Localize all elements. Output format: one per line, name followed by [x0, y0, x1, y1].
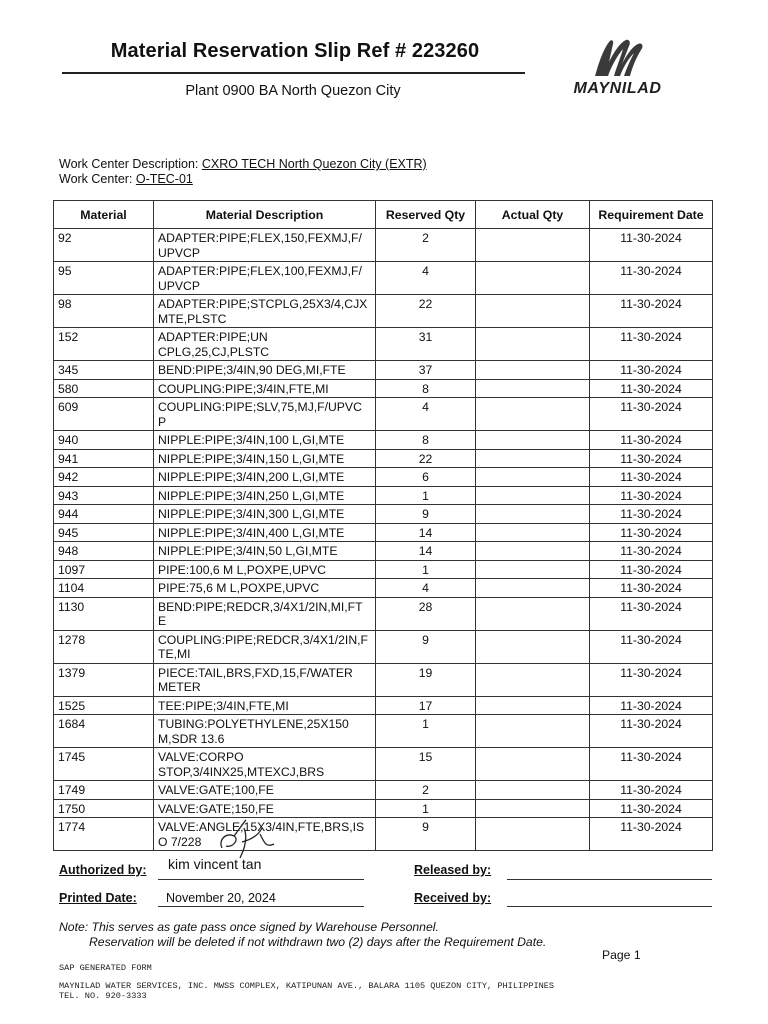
table-row — [54, 295, 713, 328]
cell-description: ADAPTER:PIPE;FLEX,150,FEXMJ,F/ UPVCP — [154, 229, 376, 262]
cell-reserved-qty: 14 — [376, 523, 476, 542]
cell-reserved-qty: 2 — [376, 229, 476, 262]
table-row — [54, 486, 713, 505]
cell-material: 345 — [54, 361, 154, 380]
work-center-label: Work Center: — [59, 172, 133, 186]
cell-actual-qty — [476, 431, 590, 450]
cell-description: VALVE:GATE;150,FE — [154, 799, 376, 818]
cell-material: 1774 — [54, 818, 154, 851]
table-row — [54, 229, 713, 262]
table-row — [54, 542, 713, 561]
cell-requirement-date: 11-30-2024 — [590, 663, 713, 696]
cell-requirement-date: 11-30-2024 — [590, 379, 713, 398]
cell-actual-qty — [476, 748, 590, 781]
cell-description: VALVE:ANGLE;15X3/4IN,FTE,BRS,IS O 7/228 — [154, 818, 376, 851]
cell-description: ADAPTER:PIPE;FLEX,100,FEXMJ,F/ UPVCP — [154, 262, 376, 295]
cell-requirement-date: 11-30-2024 — [590, 523, 713, 542]
table-row — [54, 398, 713, 431]
cell-actual-qty — [476, 560, 590, 579]
cell-material: 1278 — [54, 630, 154, 663]
cell-actual-qty — [476, 398, 590, 431]
cell-requirement-date: 11-30-2024 — [590, 486, 713, 505]
cell-requirement-date: 11-30-2024 — [590, 328, 713, 361]
cell-actual-qty — [476, 597, 590, 630]
cell-actual-qty — [476, 696, 590, 715]
cell-reserved-qty: 17 — [376, 696, 476, 715]
cell-requirement-date: 11-30-2024 — [590, 398, 713, 431]
table-row — [54, 523, 713, 542]
column-header-material: Material — [54, 201, 154, 229]
cell-actual-qty — [476, 781, 590, 800]
cell-reserved-qty: 1 — [376, 715, 476, 748]
cell-reserved-qty: 1 — [376, 799, 476, 818]
cell-reserved-qty: 28 — [376, 597, 476, 630]
cell-actual-qty — [476, 361, 590, 380]
cell-requirement-date: 11-30-2024 — [590, 715, 713, 748]
cell-reserved-qty: 8 — [376, 379, 476, 398]
printed-date-label: Printed Date: — [59, 891, 137, 905]
cell-material: 1749 — [54, 781, 154, 800]
cell-material: 944 — [54, 505, 154, 524]
work-center-value: O-TEC-01 — [135, 172, 193, 186]
company-tel: TEL. NO. 920-3333 — [59, 991, 147, 1001]
sap-form-label: SAP GENERATED FORM — [59, 963, 152, 973]
cell-requirement-date: 11-30-2024 — [590, 818, 713, 851]
table-row — [54, 560, 713, 579]
table-row — [54, 781, 713, 800]
cell-description: VALVE:CORPO STOP,3/4INX25,MTEXCJ,BRS — [154, 748, 376, 781]
maynilad-m-icon — [565, 36, 670, 84]
released-by-line — [507, 879, 712, 880]
table-row — [54, 799, 713, 818]
maynilad-logo — [565, 36, 670, 100]
table-row — [54, 328, 713, 361]
column-header-actual-qty: Actual Qty — [476, 201, 590, 229]
cell-reserved-qty: 2 — [376, 781, 476, 800]
cell-material: 942 — [54, 468, 154, 487]
cell-material: 1379 — [54, 663, 154, 696]
material-table — [53, 200, 713, 851]
cell-actual-qty — [476, 799, 590, 818]
cell-material: 1745 — [54, 748, 154, 781]
cell-description: ADAPTER:PIPE;UN CPLG,25,CJ,PLSTC — [154, 328, 376, 361]
authorized-by-line — [158, 879, 364, 880]
table-row — [54, 748, 713, 781]
cell-actual-qty — [476, 505, 590, 524]
cell-description: NIPPLE:PIPE;3/4IN,200 L,GI,MTE — [154, 468, 376, 487]
table-row — [54, 449, 713, 468]
cell-material: 948 — [54, 542, 154, 561]
cell-actual-qty — [476, 715, 590, 748]
cell-requirement-date: 11-30-2024 — [590, 468, 713, 487]
printed-date-value: November 20, 2024 — [166, 891, 276, 905]
note-line-1: Note: This serves as gate pass once signed by Warehouse Personnel. — [59, 920, 439, 934]
cell-actual-qty — [476, 379, 590, 398]
cell-actual-qty — [476, 542, 590, 561]
cell-reserved-qty: 22 — [376, 295, 476, 328]
released-by-label: Released by: — [414, 863, 492, 877]
cell-reserved-qty: 6 — [376, 468, 476, 487]
company-address: MAYNILAD WATER SERVICES, INC. MWSS COMPLEX, KATIPUNAN AVE., BALARA 1105 QUEZON CITY, PHILIPPINES — [59, 981, 555, 991]
table-row — [54, 431, 713, 450]
cell-requirement-date: 11-30-2024 — [590, 696, 713, 715]
authorized-by-label: Authorized by: — [59, 863, 147, 877]
cell-reserved-qty: 4 — [376, 262, 476, 295]
cell-actual-qty — [476, 630, 590, 663]
table-row — [54, 379, 713, 398]
cell-requirement-date: 11-30-2024 — [590, 597, 713, 630]
cell-material: 609 — [54, 398, 154, 431]
cell-requirement-date: 11-30-2024 — [590, 229, 713, 262]
cell-description: NIPPLE:PIPE;3/4IN,100 L,GI,MTE — [154, 431, 376, 450]
table-row — [54, 818, 713, 851]
table-row — [54, 262, 713, 295]
slip-title: Material Reservation Slip Ref # 223260 — [110, 40, 480, 62]
table-row — [54, 505, 713, 524]
column-header-requirement-date: Requirement Date — [590, 201, 713, 229]
cell-reserved-qty: 9 — [376, 818, 476, 851]
table-row — [54, 361, 713, 380]
cell-material: 1684 — [54, 715, 154, 748]
column-header-description: Material Description — [154, 201, 376, 229]
cell-reserved-qty: 14 — [376, 542, 476, 561]
cell-material: 1130 — [54, 597, 154, 630]
table-row — [54, 630, 713, 663]
column-header-reserved-qty: Reserved Qty — [376, 201, 476, 229]
cell-material: 152 — [54, 328, 154, 361]
cell-material: 1104 — [54, 579, 154, 598]
cell-actual-qty — [476, 295, 590, 328]
work-center — [59, 172, 193, 186]
cell-description: VALVE:GATE;100,FE — [154, 781, 376, 800]
cell-actual-qty — [476, 328, 590, 361]
cell-description: BEND:PIPE;REDCR,3/4X1/2IN,MI,FT E — [154, 597, 376, 630]
table-row — [54, 597, 713, 630]
cell-requirement-date: 11-30-2024 — [590, 505, 713, 524]
work-center-description — [59, 157, 427, 171]
work-center-description-label: Work Center Description: — [59, 157, 199, 171]
cell-material: 95 — [54, 262, 154, 295]
cell-material: 92 — [54, 229, 154, 262]
authorized-by-value: kim vincent tan — [168, 856, 262, 872]
cell-reserved-qty: 9 — [376, 505, 476, 524]
gate-pass-note — [59, 920, 546, 950]
cell-description: PIPE:75,6 M L,POXPE,UPVC — [154, 579, 376, 598]
cell-material: 1097 — [54, 560, 154, 579]
cell-reserved-qty: 37 — [376, 361, 476, 380]
cell-description: NIPPLE:PIPE;3/4IN,300 L,GI,MTE — [154, 505, 376, 524]
cell-actual-qty — [476, 523, 590, 542]
cell-material: 943 — [54, 486, 154, 505]
cell-actual-qty — [476, 262, 590, 295]
cell-requirement-date: 11-30-2024 — [590, 560, 713, 579]
cell-material: 941 — [54, 449, 154, 468]
printed-date-line — [158, 906, 364, 907]
cell-material: 945 — [54, 523, 154, 542]
cell-actual-qty — [476, 449, 590, 468]
cell-requirement-date: 11-30-2024 — [590, 361, 713, 380]
logo-wordmark: MAYNILAD — [573, 80, 662, 97]
cell-description: TUBING:POLYETHYLENE,25X150 M,SDR 13.6 — [154, 715, 376, 748]
cell-requirement-date: 11-30-2024 — [590, 262, 713, 295]
cell-reserved-qty: 15 — [376, 748, 476, 781]
note-line-2: Reservation will be deleted if not withdrawn two (2) days after the Requirement Date. — [89, 935, 547, 949]
cell-reserved-qty: 8 — [376, 431, 476, 450]
cell-requirement-date: 11-30-2024 — [590, 449, 713, 468]
cell-reserved-qty: 9 — [376, 630, 476, 663]
cell-requirement-date: 11-30-2024 — [590, 799, 713, 818]
received-by-line — [507, 906, 712, 907]
cell-requirement-date: 11-30-2024 — [590, 748, 713, 781]
cell-reserved-qty: 4 — [376, 579, 476, 598]
cell-description: ADAPTER:PIPE;STCPLG,25X3/4,CJX MTE,PLSTC — [154, 295, 376, 328]
cell-description: COUPLING:PIPE;REDCR,3/4X1/2IN,F TE,MI — [154, 630, 376, 663]
work-center-description-value: CXRO TECH North Quezon City (EXTR) — [201, 157, 427, 171]
cell-reserved-qty: 19 — [376, 663, 476, 696]
page-number: Page 1 — [602, 948, 641, 962]
cell-description: BEND:PIPE;3/4IN,90 DEG,MI,FTE — [154, 361, 376, 380]
cell-description: NIPPLE:PIPE;3/4IN,250 L,GI,MTE — [154, 486, 376, 505]
cell-description: PIECE:TAIL,BRS,FXD,15,F/WATER METER — [154, 663, 376, 696]
cell-description: COUPLING:PIPE;3/4IN,FTE,MI — [154, 379, 376, 398]
table-header-row — [54, 201, 713, 229]
cell-requirement-date: 11-30-2024 — [590, 781, 713, 800]
cell-requirement-date: 11-30-2024 — [590, 431, 713, 450]
cell-actual-qty — [476, 818, 590, 851]
cell-reserved-qty: 4 — [376, 398, 476, 431]
cell-material: 98 — [54, 295, 154, 328]
cell-requirement-date: 11-30-2024 — [590, 295, 713, 328]
received-by-label: Received by: — [414, 891, 492, 905]
cell-material: 940 — [54, 431, 154, 450]
cell-actual-qty — [476, 229, 590, 262]
cell-description: TEE:PIPE;3/4IN,FTE,MI — [154, 696, 376, 715]
cell-reserved-qty: 22 — [376, 449, 476, 468]
cell-actual-qty — [476, 468, 590, 487]
table-row — [54, 663, 713, 696]
cell-material: 1750 — [54, 799, 154, 818]
cell-material: 1525 — [54, 696, 154, 715]
cell-material: 580 — [54, 379, 154, 398]
cell-reserved-qty: 1 — [376, 486, 476, 505]
cell-actual-qty — [476, 663, 590, 696]
table-row — [54, 579, 713, 598]
plant-name: Plant 0900 BA North Quezon City — [185, 83, 401, 99]
cell-requirement-date: 11-30-2024 — [590, 630, 713, 663]
cell-description: PIPE:100,6 M L,POXPE,UPVC — [154, 560, 376, 579]
table-row — [54, 468, 713, 487]
cell-requirement-date: 11-30-2024 — [590, 542, 713, 561]
cell-requirement-date: 11-30-2024 — [590, 579, 713, 598]
cell-reserved-qty: 31 — [376, 328, 476, 361]
cell-reserved-qty: 1 — [376, 560, 476, 579]
cell-description: NIPPLE:PIPE;3/4IN,400 L,GI,MTE — [154, 523, 376, 542]
title-underline — [62, 72, 525, 74]
cell-description: NIPPLE:PIPE;3/4IN,150 L,GI,MTE — [154, 449, 376, 468]
cell-actual-qty — [476, 579, 590, 598]
cell-description: COUPLING:PIPE;SLV,75,MJ,F/UPVC P — [154, 398, 376, 431]
cell-actual-qty — [476, 486, 590, 505]
table-row — [54, 715, 713, 748]
table-row — [54, 696, 713, 715]
cell-description: NIPPLE:PIPE;3/4IN,50 L,GI,MTE — [154, 542, 376, 561]
